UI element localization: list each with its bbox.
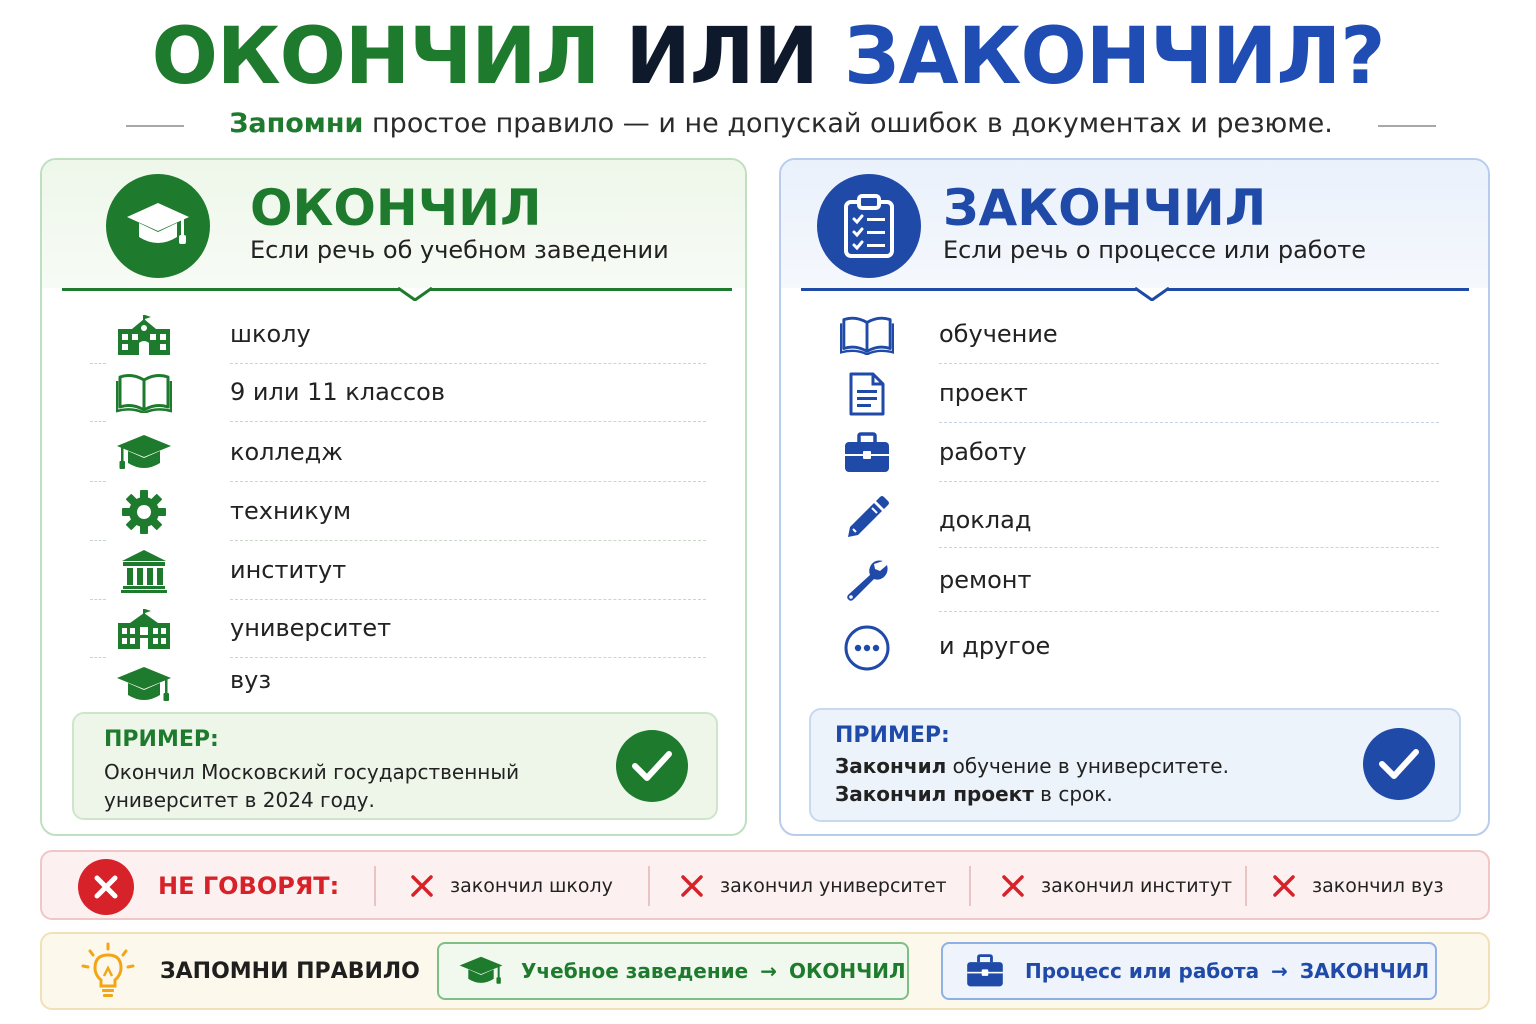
vertical-separator (969, 866, 971, 906)
clipboard-checklist-icon (817, 174, 921, 278)
list-item-label: и другое (939, 632, 1051, 660)
list-item (42, 600, 745, 658)
light-bulb-icon (78, 942, 138, 1002)
row-separator (90, 481, 106, 482)
wrong-usage-text: закончил школу (450, 875, 613, 897)
document-icon (837, 370, 897, 418)
list-item (781, 306, 1488, 364)
zakonchil-title: ЗАКОНЧИЛ (943, 179, 1267, 237)
list-item-label: университет (230, 614, 392, 642)
arrow-right-icon: → (1271, 959, 1288, 983)
example-heading: ПРИМЕР: (835, 723, 950, 748)
wrong-usage-item (1272, 870, 1444, 902)
cross-icon (1272, 874, 1296, 898)
subtitle-divider-right (1378, 125, 1436, 127)
gear-icon (114, 488, 174, 536)
cross-icon (1001, 874, 1025, 898)
example-line (835, 780, 1315, 808)
rule-okonchil-pill (437, 942, 909, 1000)
list-item-label: обучение (939, 320, 1058, 348)
row-separator (230, 421, 706, 422)
example-bold: Закончил проект (835, 782, 1034, 806)
example-line (835, 752, 1315, 780)
graduation-cap-icon (106, 174, 210, 278)
list-item (42, 542, 745, 600)
example-text (104, 758, 584, 814)
list-item-label: доклад (939, 506, 1032, 534)
list-item-label: вуз (230, 666, 272, 694)
wrong-usage-item (410, 870, 613, 902)
list-item-label: техникум (230, 497, 352, 525)
example-text (835, 752, 1315, 808)
list-item-label: проект (939, 379, 1028, 407)
never-say-label: НЕ ГОВОРЯТ: (158, 872, 340, 900)
cross-icon (680, 874, 704, 898)
zakonchil-panel (779, 158, 1490, 836)
vertical-separator (374, 866, 376, 906)
wrench-icon (837, 556, 897, 604)
title-part-ili: ИЛИ (625, 12, 818, 102)
row-separator (939, 547, 1439, 548)
wrong-usage-text: закончил институт (1041, 875, 1233, 897)
row-separator (90, 421, 106, 422)
open-book-icon (114, 369, 174, 417)
check-icon (616, 730, 688, 802)
list-item-label: школу (230, 320, 311, 348)
wrong-usage-text: закончил вуз (1312, 875, 1444, 897)
rule-to-text: ОКОНЧИЛ (788, 959, 906, 983)
list-item (42, 364, 745, 422)
wrong-usage-item (1001, 870, 1232, 902)
okonchil-panel (40, 158, 747, 836)
subtitle-highlight: Запомни (229, 108, 364, 139)
row-separator (939, 422, 1439, 423)
row-separator (230, 481, 706, 482)
subtitle-row (0, 104, 1536, 144)
title-part-zakonchil: ЗАКОНЧИЛ? (843, 12, 1385, 102)
list-item-label: институт (230, 556, 347, 584)
list-item (781, 365, 1488, 423)
pencil-icon (837, 494, 897, 542)
okonchil-example (72, 712, 718, 820)
briefcase-icon (961, 953, 1009, 989)
list-item (42, 424, 745, 482)
okonchil-subtitle: Если речь об учебном заведении (250, 236, 669, 264)
subtitle-text: простое правило — и не допускай ошибок в документах и резюме. (372, 108, 1333, 139)
wrong-usage-item (680, 870, 947, 902)
list-item (781, 484, 1488, 542)
graduation-cap-icon (114, 661, 174, 709)
cross-icon (410, 874, 434, 898)
list-item (42, 306, 745, 364)
row-separator (939, 611, 1439, 612)
rule-from-text: Учебное заведение (521, 959, 749, 983)
zakonchil-divider (801, 288, 1469, 291)
check-icon (1363, 728, 1435, 800)
example-heading: ПРИМЕР: (104, 727, 219, 752)
list-item (781, 614, 1488, 672)
wrong-usage-text: закончил университет (720, 875, 947, 897)
subtitle-divider-left (126, 125, 184, 127)
rule-from-text: Процесс или работа (1025, 959, 1260, 983)
list-item-label: ремонт (939, 566, 1032, 594)
row-separator (939, 481, 1439, 482)
example-line: университет в 2024 году. (104, 788, 375, 812)
list-item (781, 550, 1488, 608)
list-item-label: 9 или 11 классов (230, 378, 445, 406)
rule-zakonchil-pill (941, 942, 1437, 1000)
page-title (0, 12, 1536, 102)
briefcase-icon (837, 429, 897, 477)
remember-rule-label: ЗАПОМНИ ПРАВИЛО (160, 959, 420, 984)
school-building-icon (114, 311, 174, 359)
example-rest: обучение в университете. (952, 754, 1229, 778)
columns-building-icon (114, 547, 174, 595)
subtitle (196, 106, 1366, 142)
graduation-cap-icon (457, 953, 505, 989)
row-separator (230, 540, 706, 541)
row-separator (90, 540, 106, 541)
zakonchil-example (809, 708, 1461, 822)
zakonchil-subtitle: Если речь о процессе или работе (943, 236, 1367, 264)
example-rest: в срок. (1040, 782, 1113, 806)
list-item-label: колледж (230, 438, 343, 466)
university-building-icon (114, 605, 174, 653)
close-circle-icon (78, 859, 134, 915)
list-item (42, 483, 745, 541)
list-item (42, 656, 745, 714)
list-item-label: работу (939, 438, 1027, 466)
list-item (781, 424, 1488, 482)
graduation-cap-icon (114, 429, 174, 477)
never-say-bar (40, 850, 1490, 920)
vertical-separator (648, 866, 650, 906)
example-line: Окончил Московский государственный (104, 760, 520, 784)
title-part-okonchil: ОКОНЧИЛ (151, 12, 600, 102)
okonchil-divider (62, 288, 732, 291)
open-book-icon (837, 311, 897, 359)
vertical-separator (1245, 866, 1247, 906)
example-bold: Закончил (835, 754, 947, 778)
row-separator (939, 363, 1439, 364)
arrow-right-icon: → (760, 959, 777, 983)
more-dots-icon (837, 624, 897, 672)
remember-rule-bar (40, 932, 1490, 1010)
okonchil-title: ОКОНЧИЛ (250, 179, 542, 237)
rule-to-text: ЗАКОНЧИЛ (1299, 959, 1430, 983)
